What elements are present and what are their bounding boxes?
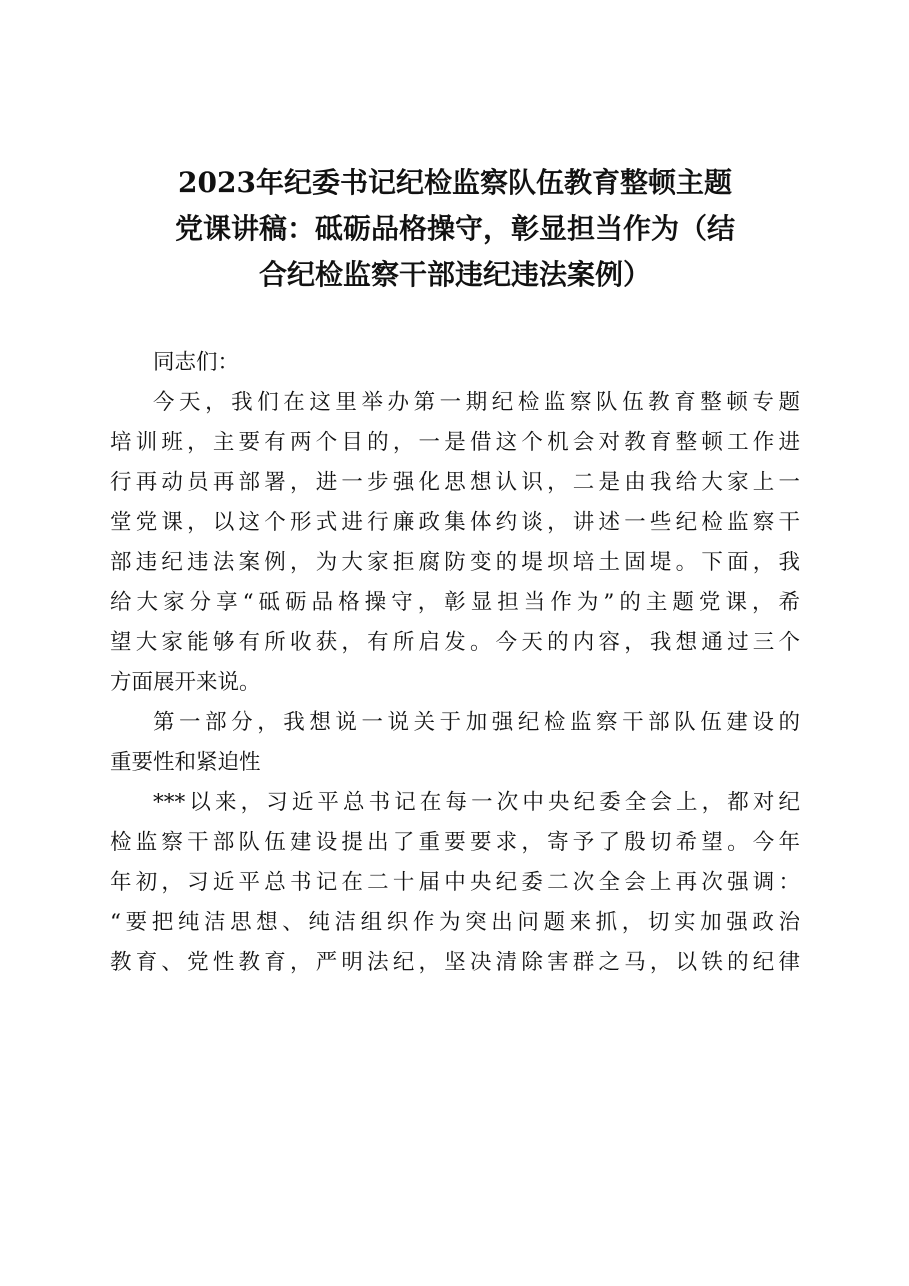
text-line: 检监察干部队伍建设提出了重要要求，寄予了殷切希望。今年 <box>110 830 800 855</box>
title-line-1: 2023年纪委书记纪检监察队伍教育整顿主题 <box>178 166 732 199</box>
text-line: 部违纪违法案例，为大家拒腐防变的堤坝培土固堤。下面，我 <box>110 550 800 575</box>
text-line: 年初，习近平总书记在二十届中央纪委二次全会上再次强调： <box>110 870 800 895</box>
text-line: 培训班，主要有两个目的，一是借这个机会对教育整顿工作进 <box>110 430 800 455</box>
text-line: 第一部分，我想说一说关于加强纪检监察干部队伍建设的 <box>153 710 800 735</box>
document-title <box>110 160 800 298</box>
document-body <box>110 343 800 983</box>
text-line: “要把纯洁思想、纯洁组织作为突出问题来抓，切实加强政治 <box>110 910 800 935</box>
salutation-paragraph <box>110 343 800 383</box>
text-line: 方面展开来说。 <box>110 670 261 695</box>
text-line: 望大家能够有所收获，有所启发。今天的内容，我想通过三个 <box>110 630 800 655</box>
paragraph-part-one-body <box>110 783 800 983</box>
paragraph-intro <box>110 383 800 703</box>
text-line: 给大家分享“砥砺品格操守，彰显担当作为”的主题党课，希 <box>110 590 800 615</box>
title-line-3: 合纪检监察干部违纪违法案例） <box>258 258 651 291</box>
salutation: 同志们： <box>153 350 240 375</box>
text-line: ***以来，习近平总书记在每一次中央纪委全会上，都对纪 <box>153 790 800 815</box>
text-line: 今天，我们在这里举办第一期纪检监察队伍教育整顿专题 <box>153 390 800 415</box>
text-line: 教育、党性教育，严明法纪，坚决清除害群之马，以铁的纪律 <box>110 950 800 975</box>
title-line-2: 党课讲稿：砥砺品格操守，彰显担当作为（结 <box>174 212 735 245</box>
text-line: 行再动员再部署，进一步强化思想认识，二是由我给大家上一 <box>110 470 800 495</box>
text-line: 重要性和紧迫性 <box>110 750 261 775</box>
text-line: 堂党课，以这个形式进行廉政集体约谈，讲述一些纪检监察干 <box>110 510 800 535</box>
paragraph-part-one-heading <box>110 703 800 783</box>
